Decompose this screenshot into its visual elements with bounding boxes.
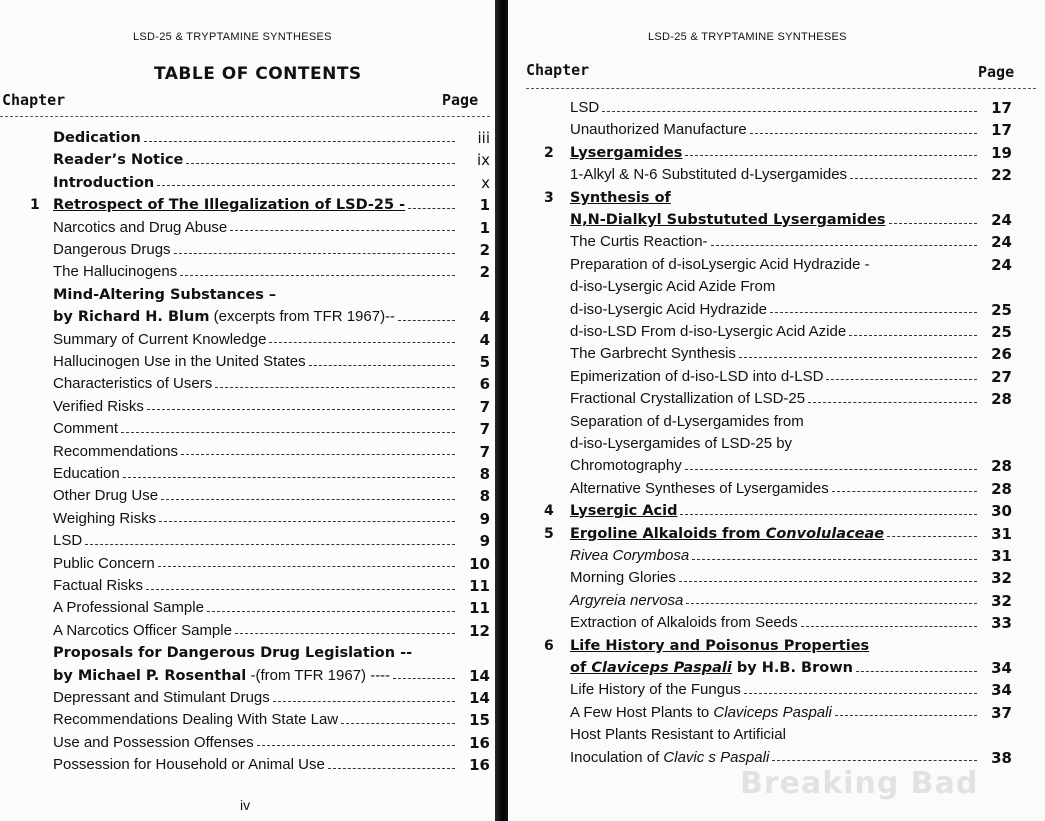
toc-entry	[508, 433, 1045, 455]
entry-title: 1-Alkyl & N-6 Substituted d-Lysergamides	[570, 166, 848, 184]
entry-title: The Curtis Reaction-	[570, 233, 708, 251]
toc-entry	[508, 523, 1045, 545]
toc-entry	[508, 388, 1045, 410]
entry-title: Life History of the Fungus	[570, 681, 741, 699]
toc-entry	[0, 575, 495, 597]
page-number: 30	[991, 502, 1012, 521]
entry-title: Education	[53, 465, 120, 482]
entry-title: by Michael P. Rosenthal	[53, 667, 247, 684]
toc-entry	[508, 142, 1045, 164]
entry-title: Use and Possession Offenses	[53, 733, 254, 751]
toc-entry	[508, 411, 1045, 433]
entry-title: Weighing Risks	[53, 509, 157, 527]
toc-entry	[508, 702, 1045, 724]
entry-title: Ergoline Alkaloids from	[570, 525, 766, 542]
entry-title: Hallucinogen Use in the United States	[53, 353, 306, 370]
page-number: 14	[469, 666, 490, 685]
dot-leader	[408, 208, 455, 209]
toc-entry	[0, 441, 495, 463]
entry-title: d-iso-Lysergic Acid Azide From	[570, 278, 776, 296]
entry-title: d-iso-Lysergic Acid Hydrazide	[570, 300, 768, 318]
dot-leader	[147, 409, 455, 410]
toc-entry	[508, 657, 1045, 679]
page-number: 24	[991, 255, 1012, 274]
toc-entry	[0, 239, 495, 261]
entry-title: of	[570, 660, 592, 676]
dot-leader	[161, 499, 455, 500]
dot-leader	[856, 671, 977, 672]
entry-title-italic: Convolulaceae	[765, 525, 885, 542]
page-number: 11	[469, 599, 490, 618]
toc-entry	[508, 590, 1045, 612]
entry-title: Characteristics of Users	[53, 375, 213, 393]
toc-entry	[508, 679, 1045, 701]
toc-entry	[0, 642, 495, 664]
entry-title: Reader’s Notice	[53, 152, 184, 169]
chapter-column-header-left: Chapter	[2, 91, 66, 109]
toc-entry	[0, 665, 495, 687]
page-number: 16	[469, 756, 490, 775]
page-number: x	[481, 173, 490, 192]
entry-title: d-iso-LSD From d-iso-Lysergic Acid Azide	[570, 323, 847, 340]
entry-title: Mind-Altering Substances –	[53, 286, 277, 303]
page-number: 34	[991, 681, 1012, 700]
entry-title: Summary of Current Knowledge	[53, 330, 267, 348]
toc-entry	[0, 530, 495, 552]
page-number: 34	[991, 659, 1012, 677]
entry-title: Morning Glories	[570, 569, 676, 587]
entry-title: Argyreia nervosa	[570, 591, 684, 609]
dot-leader	[230, 230, 455, 231]
page-number: 4	[479, 330, 490, 349]
toc-title: TABLE OF CONTENTS	[154, 64, 362, 84]
toc-entry	[0, 217, 495, 239]
dot-leader	[157, 185, 455, 186]
toc-entry	[508, 567, 1045, 589]
entry-title: Rivea Corymbosa	[570, 547, 690, 564]
dot-leader	[159, 521, 455, 522]
toc-entry	[0, 194, 495, 216]
entry-title: Proposals for Dangerous Drug Legislation --	[53, 645, 413, 662]
toc-entry	[508, 164, 1045, 186]
page-number: 24	[991, 233, 1012, 252]
page-number: 9	[479, 532, 490, 551]
chapter-number: 2	[544, 144, 554, 161]
toc-entry	[0, 149, 495, 171]
dot-leader	[692, 559, 977, 560]
dot-leader	[772, 760, 977, 761]
chapter-number: 4	[544, 503, 554, 520]
dot-leader	[711, 245, 977, 246]
page-number: 17	[991, 121, 1012, 140]
toc-entry	[0, 127, 495, 149]
entry-title: Other Drug Use	[53, 487, 159, 505]
entry-title: The Hallucinogens	[53, 263, 178, 281]
toc-entry	[0, 396, 495, 418]
running-head-right: LSD-25 & TRYPTAMINE SYNTHESES	[648, 31, 847, 43]
page-number: 25	[991, 300, 1012, 319]
entry-title: A Professional Sample	[53, 599, 204, 617]
toc-entry	[508, 187, 1045, 209]
entry-title: A Narcotics Officer Sample	[53, 621, 232, 639]
dot-leader	[146, 589, 455, 590]
dot-leader	[849, 335, 977, 336]
dot-leader	[686, 603, 977, 604]
dot-leader	[889, 223, 977, 224]
dot-leader	[602, 111, 977, 112]
entry-title-suffix: by H.B. Brown	[731, 660, 853, 676]
entry-title: Fractional Crystallization of LSD-25	[570, 390, 806, 408]
entry-title-italic: Clavic s Paspali	[663, 748, 770, 766]
toc-entry	[0, 172, 495, 194]
toc-entry	[508, 366, 1045, 388]
toc-entry	[0, 754, 495, 776]
chapter-column-header-right: Chapter	[526, 61, 590, 79]
dot-leader	[801, 626, 977, 627]
entry-title: Synthesis of	[570, 189, 671, 206]
entry-title: Inoculation of	[570, 748, 664, 766]
entry-title: Recommendations	[53, 442, 179, 460]
header-rule-left	[0, 116, 490, 117]
toc-entry	[508, 478, 1045, 500]
entry-title: Lysergamides	[570, 144, 683, 161]
right-page	[508, 0, 1045, 821]
dot-leader	[181, 454, 455, 455]
dot-leader	[207, 611, 455, 612]
page-number: 7	[479, 442, 490, 461]
page-number: 5	[479, 353, 490, 371]
entry-title: Retrospect of The Illegalization of LSD-25 -	[53, 197, 406, 214]
toc-entry	[508, 500, 1045, 522]
dot-leader	[685, 469, 977, 470]
dot-leader	[144, 141, 455, 142]
page-number: 32	[991, 591, 1012, 610]
entry-title-suffix: -(from TFR 1967) ----	[246, 666, 391, 684]
toc-entry	[508, 612, 1045, 634]
page-number: 15	[469, 711, 490, 730]
entry-title: Alternative Syntheses of Lysergamides	[570, 479, 829, 497]
watermark-logo: Breaking Bad	[740, 766, 979, 801]
dot-leader	[750, 133, 977, 134]
toc-entry	[508, 231, 1045, 253]
dot-leader	[680, 514, 977, 515]
page-number: 6	[479, 375, 490, 394]
toc-entry	[0, 329, 495, 351]
entry-title: Recommendations Dealing With State Law	[53, 711, 339, 729]
entry-title: A Few Host Plants to	[570, 703, 714, 721]
page-number: 17	[991, 99, 1012, 117]
page-number: 16	[469, 733, 490, 752]
page-number: 37	[991, 703, 1012, 722]
page-number: 7	[479, 397, 490, 416]
page-number: 12	[469, 621, 490, 640]
entry-title: Public Concern	[53, 554, 155, 572]
page-number: 28	[991, 479, 1012, 498]
toc-entry	[508, 545, 1045, 567]
entry-title: Lysergic Acid	[570, 503, 678, 520]
entry-title: Verified Risks	[53, 397, 144, 415]
dot-leader	[835, 715, 977, 716]
page-number: 9	[479, 509, 490, 528]
toc-entry	[0, 351, 495, 373]
toc-entry	[508, 299, 1045, 321]
entry-title-italic: Claviceps Paspali	[591, 660, 732, 676]
dot-leader	[739, 357, 977, 358]
toc-entry	[0, 508, 495, 530]
page-number: 7	[479, 420, 490, 439]
dot-leader	[123, 477, 455, 478]
entry-title: Chromotography	[570, 457, 682, 475]
entry-title: N,N-Dialkyl Substututed Lysergamides	[570, 212, 886, 228]
dot-leader	[269, 342, 455, 343]
page-number: 2	[479, 263, 490, 282]
toc-entry	[508, 343, 1045, 365]
entry-title: Unauthorized Manufacture	[570, 121, 747, 139]
page-number: 10	[469, 554, 490, 573]
entry-title: Epimerization of d-iso-LSD into d-LSD	[570, 367, 824, 385]
dot-leader	[850, 178, 977, 179]
dot-leader	[215, 387, 455, 388]
entry-title: Dangerous Drugs	[53, 241, 171, 258]
page-number: iii	[477, 129, 490, 147]
dot-leader	[685, 155, 977, 156]
toc-entry	[0, 284, 495, 306]
page-number: 8	[479, 487, 490, 506]
page-number: 8	[479, 465, 490, 483]
toc-entry	[508, 209, 1045, 231]
dot-leader	[770, 312, 977, 313]
entry-title: Host Plants Resistant to Artificial	[570, 726, 786, 744]
dot-leader	[826, 379, 977, 380]
page-number: 22	[991, 166, 1012, 185]
folio: iv	[240, 797, 251, 813]
dot-leader	[328, 768, 455, 769]
dot-leader	[121, 432, 455, 433]
toc-entry	[508, 635, 1045, 657]
page-number: 28	[991, 457, 1012, 476]
chapter-number: 1	[30, 197, 40, 214]
toc-entry	[0, 732, 495, 754]
entry-title: Possession for Household or Animal Use	[53, 756, 325, 774]
toc-entry	[0, 373, 495, 395]
toc-entry	[0, 597, 495, 619]
entry-title: by Richard H. Blum	[53, 309, 210, 326]
toc-entry	[508, 119, 1045, 141]
entry-title: d-iso-Lysergamides of LSD-25 by	[570, 435, 793, 452]
page-number: 26	[991, 345, 1012, 364]
toc-entry	[508, 97, 1045, 119]
toc-entry	[0, 709, 495, 731]
entry-title: Life History and Poisonus Properties	[570, 637, 870, 654]
entry-title: Introduction	[53, 174, 155, 191]
page-number: 33	[991, 614, 1012, 633]
chapter-number: 3	[544, 189, 554, 206]
dot-leader	[393, 678, 455, 679]
entry-title: Narcotics and Drug Abuse	[53, 218, 228, 236]
page-number: 27	[991, 367, 1012, 386]
page-number: 2	[479, 241, 490, 259]
page-number: 31	[991, 524, 1012, 543]
page-number: 25	[991, 323, 1012, 341]
dot-leader	[158, 566, 455, 567]
entry-title: Dedication	[53, 130, 141, 146]
page-number: 11	[469, 577, 490, 595]
dot-leader	[887, 536, 977, 537]
dot-leader	[180, 275, 455, 276]
page-number: 19	[991, 143, 1012, 162]
toc-entry	[508, 455, 1045, 477]
dot-leader	[679, 581, 977, 582]
page-number: 4	[479, 308, 490, 327]
toc-entry	[508, 276, 1045, 298]
entry-title-suffix: (excerpts from TFR 1967)--	[209, 308, 396, 326]
dot-leader	[309, 365, 455, 366]
dot-leader	[186, 163, 455, 164]
toc-entry	[0, 620, 495, 642]
header-rule-right	[526, 88, 1036, 89]
toc-entry	[0, 418, 495, 440]
entry-title: Factual Risks	[53, 577, 144, 594]
page-number: 1	[479, 196, 490, 215]
page-number: 14	[469, 689, 490, 707]
entry-title: The Garbrecht Synthesis	[570, 345, 736, 363]
page-number: 24	[991, 211, 1012, 229]
page-number: ix	[476, 151, 490, 170]
toc-entry	[0, 485, 495, 507]
dot-leader	[341, 723, 455, 724]
entry-title: Depressant and Stimulant Drugs	[53, 689, 270, 706]
toc-entry	[0, 687, 495, 709]
dot-leader	[398, 320, 455, 321]
page-number: 38	[991, 748, 1012, 767]
toc-entry	[0, 463, 495, 485]
page-number: 31	[991, 547, 1012, 565]
page-number: 32	[991, 569, 1012, 588]
dot-leader	[235, 633, 455, 634]
entry-title-italic: Claviceps Paspali	[713, 703, 832, 721]
entry-title: LSD	[53, 532, 83, 550]
entry-title: Comment	[53, 420, 119, 438]
chapter-number: 6	[544, 637, 554, 654]
dot-leader	[85, 544, 455, 545]
entry-title: Separation of d-Lysergamides from	[570, 412, 804, 430]
dot-leader	[744, 693, 977, 694]
running-head-left: LSD-25 & TRYPTAMINE SYNTHESES	[133, 31, 332, 43]
toc-entry	[508, 724, 1045, 746]
entry-title: LSD	[570, 99, 600, 116]
dot-leader	[257, 745, 455, 746]
page-column-header-left: Page	[442, 91, 479, 109]
chapter-number: 5	[544, 525, 554, 542]
toc-entry	[0, 553, 495, 575]
toc-entry	[508, 254, 1045, 276]
dot-leader	[174, 253, 455, 254]
toc-entry	[0, 306, 495, 328]
page-column-header-right: Page	[978, 63, 1015, 81]
page-number: 28	[991, 390, 1012, 409]
left-page	[0, 0, 497, 821]
page-number: 1	[479, 218, 490, 237]
toc-entry	[0, 261, 495, 283]
entry-title: Extraction of Alkaloids from Seeds	[570, 614, 798, 632]
entry-title: Preparation of d-isoLysergic Acid Hydrazide -	[570, 255, 870, 273]
toc-entry	[508, 321, 1045, 343]
dot-leader	[808, 402, 977, 403]
dot-leader	[832, 491, 977, 492]
dot-leader	[273, 701, 455, 702]
